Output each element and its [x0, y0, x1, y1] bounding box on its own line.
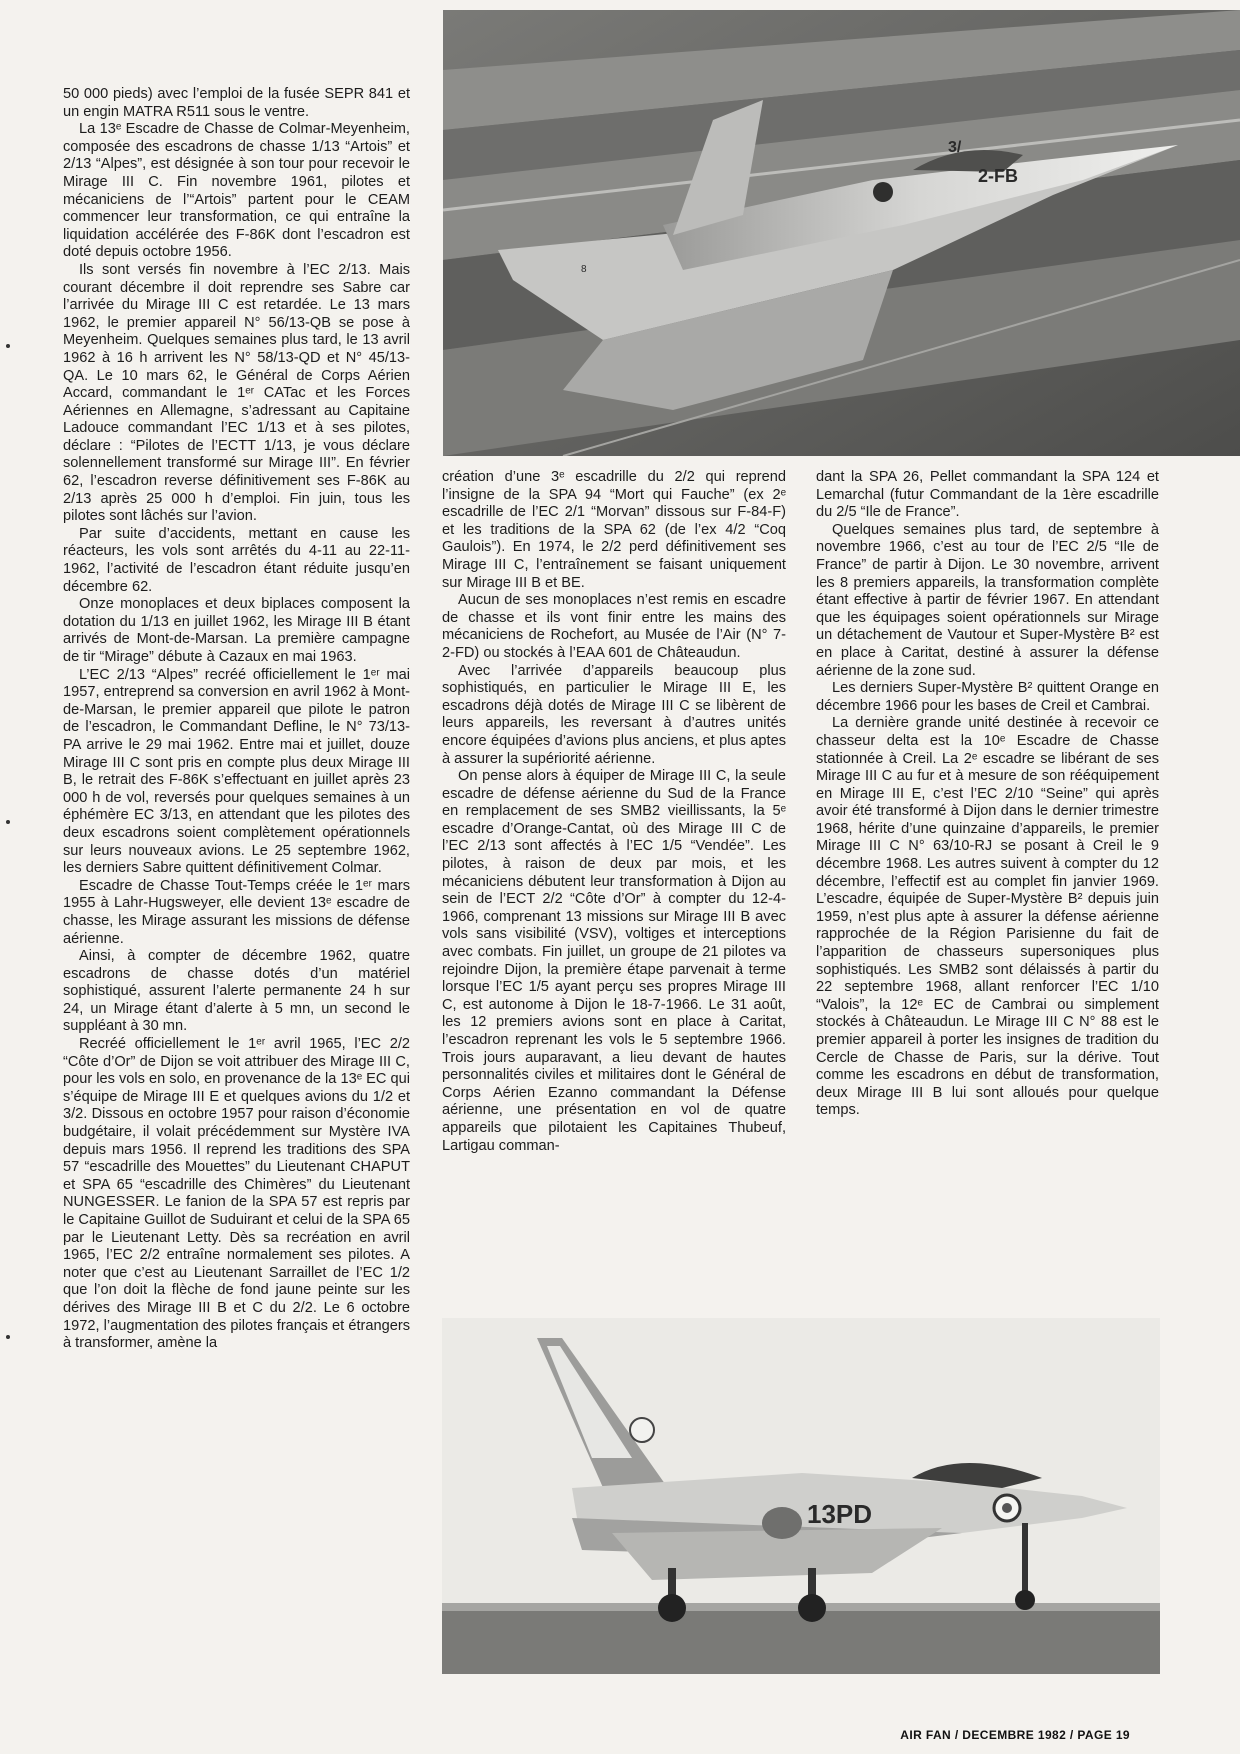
marking-text: 13PD [807, 1499, 873, 1529]
article-paragraph: Avec l’arrivée d’appareils beaucoup plus sophistiqués, en particulier le Mirage III E, les escadrons déjà dotés de Mirage III C se libèrent de leurs appareils, les reversant à d’autres unités encore équipées d’avions plus anciens, et plus aptes à assurer la supériorité aérienne. [442, 662, 786, 767]
article-paragraph: Les derniers Super-Mystère B² quittent Orange en décembre 1966 pour les bases de Creil et Cambrai. [816, 680, 1159, 714]
article-paragraph: Recréé officiellement le 1ᵉʳ avril 1965, l’EC 2/2 “Côte d’Or” de Dijon se voit attribuer des Mirage III C, pour les vols en solo, en provenance de la 13ᵉ EC qui s’équipe de Mirage III E et quelques avions du 1/2 et 3/2. Dissous en octobre 1957 pour raison d’économie budgétaire, il volait précédemment sur Mystère IVA depuis mars 1956. Il reprend les traditions des SPA 57 “escadrille des Mouettes” du Lieutenant CHAPUT et SPA 65 “escadrille des Chimères” du Lieutenant NUNGESSER. Le fanion de la SPA 57 est repris par le Capitaine Guillot de Suduirant et celui de la SPA 65 par le Lieutenant Letty. Dès sa recréation en avril 1965, l’EC 2/2 entraîne normalement ses pilotes. A noter que c’est au Lieutenant Sarraillet de l’EC 1/2 que l’on doit la flèche de fond jaune peinte sur les dérives des Mirage III B et C du 2/2. Le 6 octobre 1972, l’augmentation des pilotes français et étrangers à transformer, amène la [63, 1036, 410, 1352]
article-column-1 [63, 86, 410, 1676]
article-paragraph: Ils sont versés fin novembre à l’EC 2/13. Mais courant décembre il doit reprendre ses Sabre car l’arrivée du Mirage III C est retardée. Le 13 mars 1962, le premier appareil N° 56/13-QB se pose à Meyenheim. Quelques semaines plus tard, le 13 avril 1962 à 16 h arrivent les N° 58/13-QD et N° 45/13-QA. Le 10 mars 62, le Général de Corps Aérien Accard, commandant le 1ᵉʳ CATac et les Forces Aériennes en Allemagne, s’adressant au Capitaine Ladouce commandant l’EC 1/13 et à ses pilotes, déclare : “Pilotes de l’ECTT 1/13, je vous déclare solennellement transformé sur Mirage III”. En février 62, l’escadron reverse définitivement ses F-86K au 2/13 après 25 000 h d’emploi. Fin juin, tous les pilotes sont lâchés sur l’avion. [63, 261, 410, 525]
mirage-ground-photo [442, 1318, 1160, 1674]
binding-mark [6, 820, 10, 824]
article-paragraph: Quelques semaines plus tard, de septembre à novembre 1966, c’est au tour de l’EC 2/5 “Ile de France” de partir à Dijon. Le 30 novembre, arrivent les 8 premiers appareils, la transformation complète étant effective à partir de février 1967. En attendant que les équipages soient opérationnels sur Mirage un détachement de Vautour et Super-Mystère B² est en place à Caritat, destiné à assurer la défense aérienne de la zone sud. [816, 521, 1159, 679]
article-paragraph: Escadre de Chasse Tout-Temps créée le 1ᵉʳ mars 1955 à Lahr-Hugsweyer, elle devient 13ᵉ escadre de chasse, les Mirage assurant les missions de défense aérienne. [63, 877, 410, 947]
article-paragraph: Aucun de ses monoplaces n’est remis en escadre de chasse et ils vont finir entre les mains des mécaniciens de Rochefort, au Musée de l’Air (N° 7-2-FD) ou stockés à l’EAA 601 de Châteaudun. [442, 592, 786, 661]
binding-mark [6, 1335, 10, 1339]
article-paragraph: La dernière grande unité destinée à recevoir ce chasseur delta est la 10ᵉ Escadre de Chasse stationnée à Creil. La 2ᵉ escadre se libérant de ses Mirage III C au fur et à mesure de son rééquipement en Mirage III E, c’est l’EC 2/10 “Seine” qui après avoir été transformé à Dijon dans le dernier trimestre 1968, hérite d’une quinzaine d’appareils, le premier Mirage III C N° 63/10-RJ se posant à Creil le 9 décembre 1968. Les autres suivent à compter du 12 décembre, l’effectif est au complet fin janvier 1969. L’escadre, équipée de Super-Mystère B² depuis juin 1959, n’est plus apte à assurer la défense aérienne rapprochée de la Région Parisienne du fait de l’apparition de chasseurs supersoniques plus sophistiqués. Les SMB2 sont délaissés à partir du 22 septembre 1968, allant renforcer l’EC 1/10 “Valois”, la 12ᵉ EC de Cambrai ou simplement stockés à Châteaudun. Le Mirage III C N° 88 est le premier appareil à porter les insignes de tradition du Cercle de Chasse de Paris, sur la dérive. Tout comme les escadrons en début de transformation, deux Mirage III B lui sont alloués pour quelque temps. [816, 715, 1159, 1119]
article-paragraph: On pense alors à équiper de Mirage III C, la seule escadre de défense aérienne du Sud de la France en remplacement de ses SMB2 vieillissants, la 5ᵉ escadre d’Orange-Cantat, où des Mirage III C de l’EC 2/13 sont affectés à l’EC 1/5 “Vendée”. Les pilotes, à raison de deux par mois, et les mécaniciens débutent leur transformation à Dijon au sein de l’ECT 2/2 “Côte d’Or” à compter du 12-4-1966, comprenant 13 missions sur Mirage III B avec vols sans visibilité (VSV), voltiges et interceptions avec combats. Fin juillet, un groupe de 21 pilotes va rejoindre Dijon, la première étape parvenait à terme lorsque l’EC 1/5 ayant perçu ses propres Mirage III C, est autonome à Dijon le 18-7-1966. Le 31 août, les 12 premiers avions sont en place à Caritat, l’escadron reprenant les vols le 5 septembre 1966. Trois jours auparavant, a lieu devant de hautes personnalités civiles et militaires dont le Général de Corps Aérien Ezanno commandant la Défense aérienne, une présentation en vol de quatre appareils que pilotaient les Capitaines Thubeuf, Lartigau comman- [442, 768, 786, 1154]
marking-text: 2-FB [978, 166, 1018, 186]
article-paragraph: Ainsi, à compter de décembre 1962, quatre escadrons de chasse dotés d’un matériel sophistiqué, assurent l’alerte permanente 24 h sur 24, un Mirage étant d’alerte à 5 mn, un second le suppléant à 30 mn. [63, 948, 410, 1035]
article-paragraph: L’EC 2/13 “Alpes” recréé officiellement le 1ᵉʳ mai 1957, entreprend sa conversion en avril 1962 à Mont-de-Marsan, le premier appareil que pilote le patron de l’escadron, le Commandant Defline, le N° 73/13-PA arrive le 29 mai 1962. Entre mai et juillet, douze Mirage III C sont pris en compte plus deux Mirage III B, le retrait des F-86K s’effectuant en juillet après 23 000 h de vol, reversés pour quelques semaines à un éphémère EC 3/13, en attendant que les pilotes des deux escadrons soient complètement opérationnels sur leurs nouveaux avions. Le 25 septembre 1962, les derniers Sabre quittent définitivement Colmar. [63, 666, 410, 877]
marking-text: 8 [581, 264, 587, 275]
article-column-2 [442, 469, 786, 1289]
article-paragraph: dant la SPA 26, Pellet commandant la SPA 124 et Lemarchal (futur Commandant de la 1ère escadrille du 2/5 “Ile de France”. [816, 469, 1159, 521]
binding-mark [6, 344, 10, 348]
mirage-inflight-photo [443, 10, 1240, 456]
article-paragraph: création d’une 3ᵉ escadrille du 2/2 qui reprend l’insigne de la SPA 94 “Mort qui Fauche” (ex 2ᵉ escadrille de l’EC 2/1 “Morvan” dissous sur F-84-F) et les traditions de la SPA 62 (de l’ex 4/2 “Coq Gaulois”). En 1974, le 2/2 perd définitivement ses Mirage III C, l’entraînement se faisant uniquement sur Mirage III B et BE. [442, 469, 786, 591]
article-paragraph: 50 000 pieds) avec l’emploi de la fusée SEPR 841 et un engin MATRA R511 sous le ventre. [63, 86, 410, 120]
marking-text: 3/ [948, 139, 962, 156]
article-column-3 [816, 469, 1159, 1289]
article-paragraph: Onze monoplaces et deux biplaces composent la dotation du 1/13 en juillet 1962, les Mirage III B étant arrivés de Mont-de-Marsan. La première campagne de tir “Mirage” débute à Cazaux en mai 1963. [63, 596, 410, 665]
article-paragraph: Par suite d’accidents, mettant en cause les réacteurs, les vols sont arrêtés du 4-11 au 22-11-1962, l’activité de l’escadron étant réduite jusqu’en décembre 62. [63, 525, 410, 595]
article-paragraph: La 13ᵉ Escadre de Chasse de Colmar-Meyenheim, composée des escadrons de chasse 1/13 “Artois” et 2/13 “Alpes”, est désignée à son tour pour recevoir le Mirage III C. Fin novembre 1961, pilotes et mécaniciens de l’“Artois” partent pour le CEAM commencer leur transformation, ce qui entraîne la liquidation accélérée des F-86K dont l’escadron est doté depuis octobre 1956. [63, 121, 410, 261]
page-footer: AIR FAN / DECEMBRE 1982 / PAGE 19 [900, 1728, 1130, 1742]
